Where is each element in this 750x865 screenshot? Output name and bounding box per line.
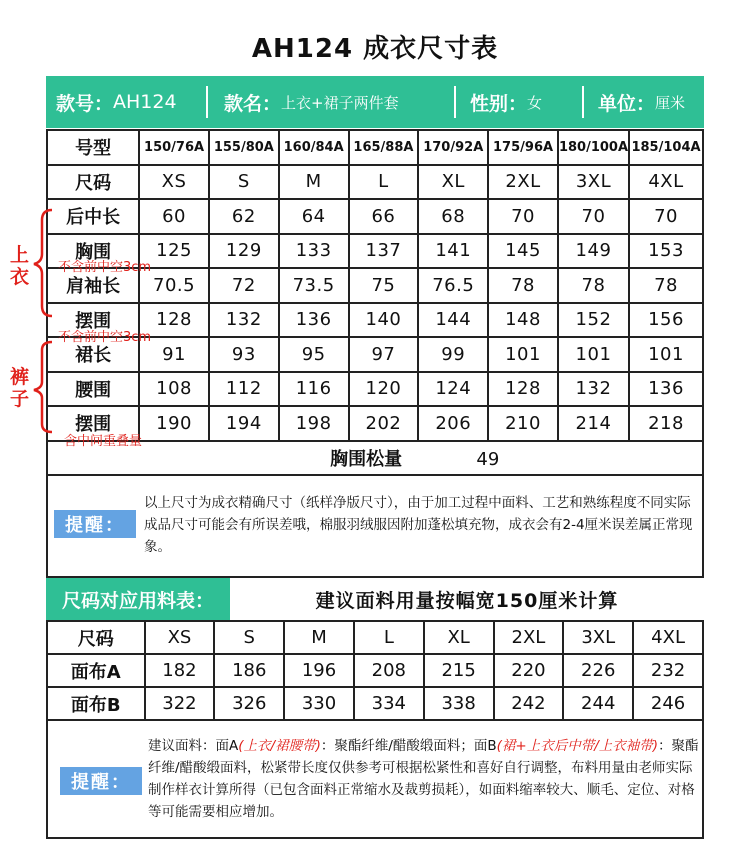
size-cell: L — [354, 621, 424, 654]
table-cell: 198 — [279, 406, 349, 441]
size-header-row — [47, 130, 703, 165]
table-cell: 206 — [418, 406, 488, 441]
table-cell: 136 — [629, 372, 703, 407]
table-cell: 246 — [633, 687, 703, 720]
table-cell: 194 — [209, 406, 279, 441]
ease-value: 49 — [476, 448, 500, 470]
table-cell: 132 — [209, 303, 279, 338]
table-cell: 215 — [424, 654, 494, 687]
row-label: 裙长 — [47, 337, 139, 372]
table-cell: 330 — [284, 687, 354, 720]
table-cell: XL — [418, 165, 488, 200]
table-cell: 101 — [558, 337, 629, 372]
chest-note: 不含前中空3cm — [58, 260, 152, 275]
size-cell: 180/100A — [558, 130, 629, 165]
table-cell: 322 — [145, 687, 215, 720]
gender-value: 女 — [527, 93, 543, 112]
table-cell: 210 — [488, 406, 558, 441]
row-label: 摆围 — [47, 406, 139, 441]
table-cell: 208 — [354, 654, 424, 687]
remark-red-part: (裙+上衣后中带/上衣袖带) — [496, 738, 659, 754]
size-cell: 4XL — [633, 621, 703, 654]
table-cell: 70 — [558, 199, 629, 234]
top-side-label: 上衣 — [10, 244, 30, 288]
table-cell: 66 — [349, 199, 419, 234]
table-cell: 3XL — [558, 165, 629, 200]
table-cell: 78 — [488, 268, 558, 303]
row-label: 胸围 — [47, 234, 139, 269]
header-label: 号型 — [47, 130, 139, 165]
table-cell: 182 — [145, 654, 215, 687]
size-table — [46, 129, 704, 476]
remark-text: 以上尺寸为成衣精确尺寸（纸样净版尺寸），由于加工过程中面料、工艺和熟练程度不同实际成品尺寸可能会有所误差哦，棉服羽绒服因附加蓬松填充物，成衣会有2-4厘米误差属正常现象。 — [144, 495, 693, 555]
table-cell: 68 — [418, 199, 488, 234]
table-cell: 144 — [418, 303, 488, 338]
ease-row — [47, 441, 703, 476]
style-name — [208, 86, 454, 118]
size-cell: XS — [145, 621, 215, 654]
style-number-value: AH124 — [113, 91, 177, 113]
size-cell: 3XL — [563, 621, 633, 654]
fabric-calc-note: 建议面料用量按幅宽150厘米计算 — [315, 589, 619, 612]
table-cell: 128 — [139, 303, 209, 338]
table-cell: 116 — [279, 372, 349, 407]
table-cell: 78 — [629, 268, 703, 303]
remark-tip: 提醒： — [54, 510, 136, 538]
remark-red-part: (上衣/裙腰带) — [238, 738, 321, 754]
info-bar — [46, 76, 704, 128]
unit — [584, 86, 704, 118]
table-cell: 4XL — [629, 165, 703, 200]
table-cell: 140 — [349, 303, 419, 338]
table-cell: 338 — [424, 687, 494, 720]
table-row — [47, 199, 703, 234]
table-cell: 73.5 — [279, 268, 349, 303]
skirt-bracket — [34, 342, 52, 432]
row-label: 尺码 — [47, 165, 139, 200]
fabric-remark-box — [46, 719, 704, 839]
remark-box — [46, 474, 704, 578]
table-cell: 141 — [418, 234, 488, 269]
fabric-section-header — [46, 578, 704, 620]
table-cell: 218 — [629, 406, 703, 441]
table-cell: 226 — [563, 654, 633, 687]
row-label: 面布B — [47, 687, 145, 720]
table-cell: 64 — [279, 199, 349, 234]
table-cell: 97 — [349, 337, 419, 372]
table-cell: 232 — [633, 654, 703, 687]
size-cell: S — [214, 621, 284, 654]
table-row — [47, 165, 703, 200]
table-cell: L — [349, 165, 419, 200]
header-label: 尺码 — [47, 621, 145, 654]
row-label: 腰围 — [47, 372, 139, 407]
table-cell: 214 — [558, 406, 629, 441]
table-cell: 244 — [563, 687, 633, 720]
unit-value: 厘米 — [655, 93, 686, 112]
table-cell: 2XL — [488, 165, 558, 200]
table-cell: 62 — [209, 199, 279, 234]
table-cell: 125 — [139, 234, 209, 269]
table-cell: M — [279, 165, 349, 200]
row-label: 肩袖长 — [47, 268, 139, 303]
style-number-label: 款号： — [56, 92, 114, 115]
ease-label: 胸围松量 — [330, 448, 403, 470]
table-cell: 101 — [488, 337, 558, 372]
table-cell: XS — [139, 165, 209, 200]
style-name-value: 上衣+裙子两件套 — [281, 93, 399, 112]
remark-text-part: ：聚酯纤维/醋酸缎面料，松紧带长度仅供参考可根据松紧性和喜好自行调整，布料用量由老师实际制作样衣计算所得（已包含面料正常缩水及裁剪损耗），如面料缩率较大、顺毛、定位、对格等可能需要相应增加。 — [148, 738, 699, 820]
fabric-table — [46, 620, 704, 721]
table-cell: 128 — [488, 372, 558, 407]
remark-text-part: 建议面料：面A — [148, 738, 239, 754]
table-cell: 220 — [494, 654, 564, 687]
size-cell: 150/76A — [139, 130, 209, 165]
table-cell: 133 — [279, 234, 349, 269]
table-row — [47, 406, 703, 441]
table-cell: 76.5 — [418, 268, 488, 303]
fabric-section-label: 尺码对应用料表： — [46, 578, 230, 620]
table-cell: S — [209, 165, 279, 200]
table-cell: 242 — [494, 687, 564, 720]
table-cell: 156 — [629, 303, 703, 338]
size-cell: 165/88A — [349, 130, 419, 165]
table-row — [47, 372, 703, 407]
table-cell: 95 — [279, 337, 349, 372]
table-cell: 129 — [209, 234, 279, 269]
size-cell: 160/84A — [279, 130, 349, 165]
table-row — [47, 687, 703, 720]
remark-text-part: ：聚酯纤维/醋酸缎面料；面B — [320, 738, 497, 754]
style-name-label: 款名： — [224, 92, 282, 115]
page-title: AH124 成衣尺寸表 — [251, 34, 499, 64]
style-number — [46, 86, 206, 118]
table-cell: 108 — [139, 372, 209, 407]
size-cell: M — [284, 621, 354, 654]
table-cell: 152 — [558, 303, 629, 338]
size-cell: 170/92A — [418, 130, 488, 165]
table-cell: 326 — [214, 687, 284, 720]
table-cell: 334 — [354, 687, 424, 720]
table-cell: 91 — [139, 337, 209, 372]
table-cell: 70.5 — [139, 268, 209, 303]
row-label: 面布A — [47, 654, 145, 687]
skirt-side-label: 裤子 — [10, 366, 30, 410]
table-cell: 132 — [558, 372, 629, 407]
skirt-hem-note: 含中间重叠量 — [64, 434, 143, 449]
table-cell: 70 — [488, 199, 558, 234]
table-cell: 93 — [209, 337, 279, 372]
table-cell: 190 — [139, 406, 209, 441]
table-cell: 202 — [349, 406, 419, 441]
table-cell: 101 — [629, 337, 703, 372]
table-cell: 124 — [418, 372, 488, 407]
table-cell: 99 — [418, 337, 488, 372]
fabric-remark-text — [148, 735, 700, 823]
table-cell: 196 — [284, 654, 354, 687]
table-cell: 186 — [214, 654, 284, 687]
table-cell: 148 — [488, 303, 558, 338]
fabric-header-row — [47, 621, 703, 654]
unit-label: 单位： — [598, 92, 656, 115]
gender-label: 性别： — [470, 92, 528, 115]
size-cell: 155/80A — [209, 130, 279, 165]
size-cell: 185/104A — [629, 130, 703, 165]
table-cell: 149 — [558, 234, 629, 269]
table-cell: 120 — [349, 372, 419, 407]
top-bracket — [34, 210, 52, 316]
hem-note: 不含前中空3cm — [58, 330, 152, 345]
table-cell: 137 — [349, 234, 419, 269]
row-label: 后中长 — [47, 199, 139, 234]
size-cell: 175/96A — [488, 130, 558, 165]
table-cell: 78 — [558, 268, 629, 303]
gender — [456, 86, 582, 118]
row-label: 摆围 — [47, 303, 139, 338]
table-row — [47, 654, 703, 687]
size-cell: XL — [424, 621, 494, 654]
table-cell: 70 — [629, 199, 703, 234]
table-cell: 60 — [139, 199, 209, 234]
table-cell: 145 — [488, 234, 558, 269]
size-cell: 2XL — [494, 621, 564, 654]
table-cell: 136 — [279, 303, 349, 338]
remark-tip: 提醒： — [60, 767, 142, 795]
table-cell: 153 — [629, 234, 703, 269]
table-cell: 72 — [209, 268, 279, 303]
table-cell: 75 — [349, 268, 419, 303]
table-cell: 112 — [209, 372, 279, 407]
